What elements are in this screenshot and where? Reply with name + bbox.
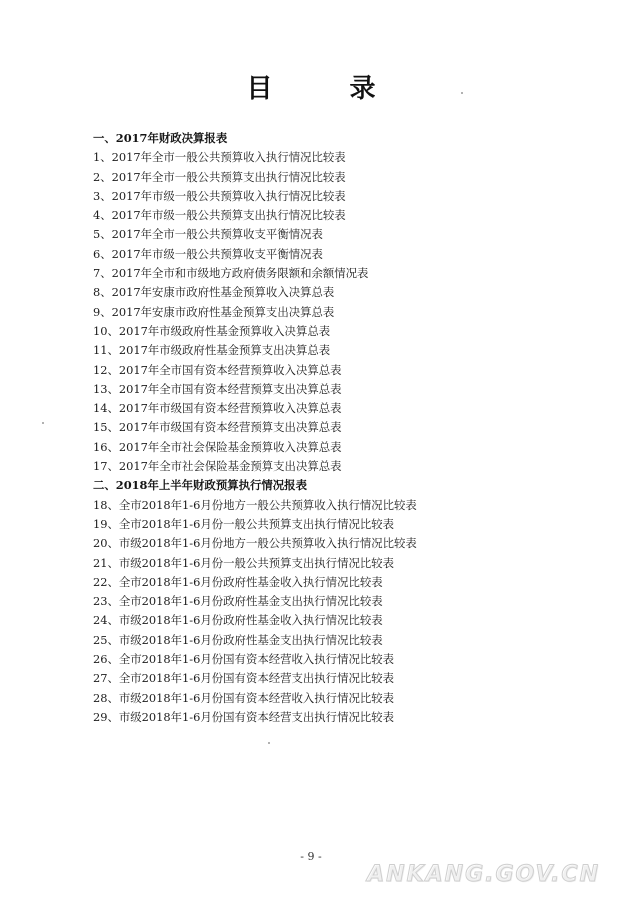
toc-item: 12、2017年全市国有资本经营预算收入决算总表	[93, 362, 342, 377]
toc-item: 7、2017年全市和市级地方政府债务限额和余额情况表	[93, 266, 369, 281]
toc-item: 3、2017年市级一般公共预算收入执行情况比较表	[93, 188, 346, 203]
section-heading: 二、2018年上半年财政预算执行情况报表	[93, 478, 307, 493]
toc-item: 20、市级2018年1-6月份地方一般公共预算收入执行情况比较表	[93, 536, 417, 551]
toc-item: 16、2017年全市社会保险基金预算收入决算总表	[93, 439, 342, 454]
toc-item: 23、全市2018年1-6月份政府性基金支出执行情况比较表	[93, 594, 383, 609]
page-number: - 9 -	[300, 850, 322, 863]
toc-item: 21、市级2018年1-6月份一般公共预算支出执行情况比较表	[93, 555, 395, 570]
scan-speck	[42, 422, 44, 424]
toc-item: 25、市级2018年1-6月份政府性基金支出执行情况比较表	[93, 632, 383, 647]
scan-speck	[461, 92, 463, 94]
toc-item: 27、全市2018年1-6月份国有资本经营支出执行情况比较表	[93, 671, 395, 686]
toc-item: 4、2017年市级一般公共预算支出执行情况比较表	[93, 208, 346, 223]
toc-item: 11、2017年市级政府性基金预算支出决算总表	[93, 343, 331, 358]
toc-item: 10、2017年市级政府性基金预算收入决算总表	[93, 323, 331, 338]
toc-item: 1、2017年全市一般公共预算收入执行情况比较表	[93, 150, 346, 165]
toc-item: 18、全市2018年1-6月份地方一般公共预算收入执行情况比较表	[93, 497, 417, 512]
toc-item: 24、市级2018年1-6月份政府性基金收入执行情况比较表	[93, 613, 383, 628]
toc-item: 19、全市2018年1-6月份一般公共预算支出执行情况比较表	[93, 516, 395, 531]
toc-item: 15、2017年市级国有资本经营预算支出决算总表	[93, 420, 342, 435]
toc-item: 6、2017年市级一般公共预算收支平衡情况表	[93, 246, 323, 261]
toc-item: 26、全市2018年1-6月份国有资本经营收入执行情况比较表	[93, 652, 395, 667]
toc-item: 9、2017年安康市政府性基金预算支出决算总表	[93, 304, 335, 319]
toc-item: 2、2017年全市一般公共预算支出执行情况比较表	[93, 169, 346, 184]
toc-item: 14、2017年市级国有资本经营预算收入决算总表	[93, 401, 342, 416]
page-title: 目 录	[246, 74, 410, 104]
toc-item: 29、市级2018年1-6月份国有资本经营支出执行情况比较表	[93, 709, 395, 724]
section-heading: 一、2017年财政决算报表	[93, 131, 228, 145]
table-of-contents	[93, 129, 533, 727]
toc-item: 5、2017年全市一般公共预算收支平衡情况表	[93, 227, 323, 242]
toc-item: 28、市级2018年1-6月份国有资本经营收入执行情况比较表	[93, 690, 395, 705]
toc-item: 17、2017年全市社会保险基金预算支出决算总表	[93, 459, 342, 474]
toc-item: 13、2017年全市国有资本经营预算支出决算总表	[93, 381, 342, 396]
toc-item: 22、全市2018年1-6月份政府性基金收入执行情况比较表	[93, 574, 383, 589]
scan-speck	[268, 742, 270, 744]
toc-item: 8、2017年安康市政府性基金预算收入决算总表	[93, 285, 335, 300]
site-watermark: ANKANG.GOV.CN	[367, 862, 600, 887]
